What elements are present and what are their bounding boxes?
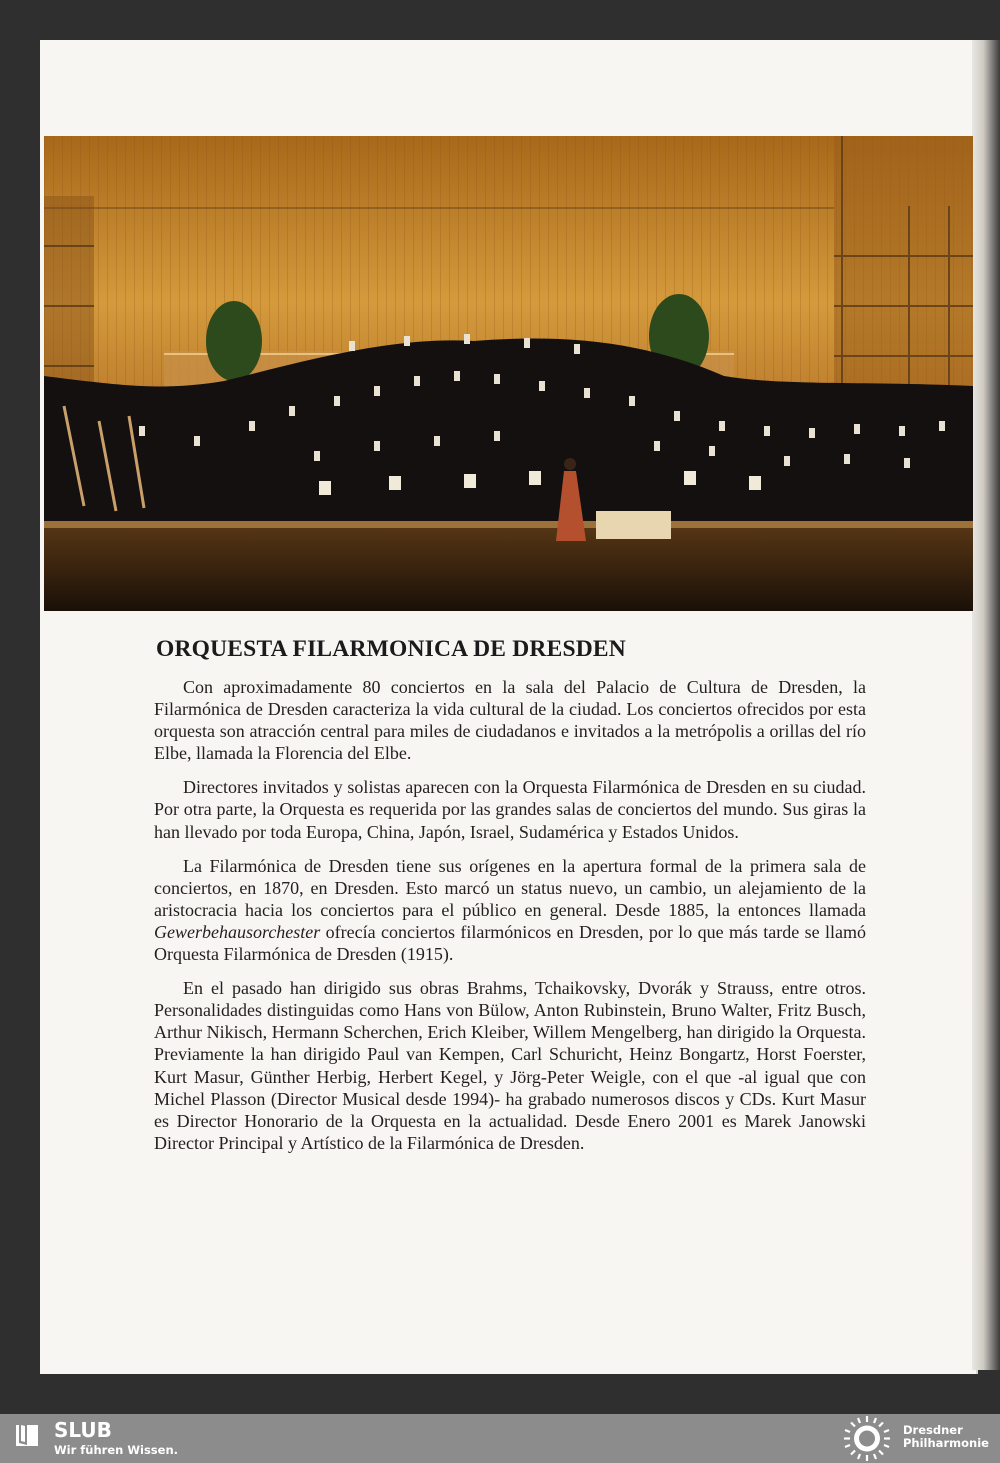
paragraph-3-end: ofrecía conciertos filarmónicos en Dresden, por lo que más tarde se llamó Orquesta Filarmónica de Dresden (1915).	[154, 921, 866, 965]
paragraph-1: Con aproximadamente 80 conciertos en la sala del Palacio de Cultura de Dresden, la Filarmónica de Dresden caracteriza la vida cultural de la ciudad. Los conciertos ofrecidos por esta orquesta son atracción central para miles de ciudadanos e invitados a la metrópolis a orillas del río Elbe, llamada la Florencia del Elbe.	[154, 677, 866, 764]
paragraph-4: En el pasado han dirigido sus obras Brahms, Tchaikovsky, Dvorák y Strauss, entre otros. Personalidades distinguidas como Hans von Bülow, Anton Rubinstein, Bruno Walter, Fritz Busch, Arthur Nikisch, Hermann Scherchen, Erich Kleiber, Willem Mengelberg, han dirigido la Orquesta. Previamente la han dirigido Paul van Kempen, Carl Schuricht, Heinz Bongartz, Horst Foerster, Kurt Masur, Günther Herbig, Herbert Kegel, y Jörg-Peter Weigle, con el que -al igual que con Michel Plasson (Director Musical desde 1994)- ha grabado numerosos discos y CDs. Kurt Masur es Director Honorario de la Orquesta en la actualidad. Desde Enero 2001 es Marek Janowski Director Principal y Artístico de la Filarmónica de Dresden.	[154, 978, 866, 1153]
paragraph-3	[154, 855, 866, 965]
library-name[interactable]: SLUB	[54, 1418, 112, 1442]
footer-bar	[0, 1414, 1000, 1463]
article-title: ORQUESTA FILARMONICA DE DRESDEN	[156, 636, 626, 662]
partner-name-line-2: Philharmonie	[903, 1436, 989, 1450]
paragraph-2: Directores invitados y solistas aparecen con la Orquesta Filarmónica de Dresden en su ciudad. Por otra parte, la Orquesta es requerida por las grandes salas de conciertos del mundo. Sus giras la han llevado por toda Europa, China, Japón, Israel, Sudamérica y Estados Unidos.	[154, 777, 866, 842]
paragraph-3-start: La Filarmónica de Dresden tiene sus orígenes en la apertura formal de la primera sala de conciertos, en 1870, en Dresden. Esto marcó un status nuevo, un cambio, un alejamiento de la aristocracia hacia los conciertos para el público en general. Desde 1885, la entonces llamada	[154, 855, 866, 920]
partner-name-line-1: Dresdner	[903, 1423, 963, 1437]
orchestra-former-name: Gewerbehausorchester	[154, 921, 321, 942]
philharmonie-sun-logo-icon	[841, 1415, 893, 1462]
orchestra-stage-illustration	[44, 136, 973, 611]
orchestra-photo	[44, 136, 973, 611]
partner-name[interactable]	[903, 1424, 998, 1450]
slub-book-icon	[13, 1421, 41, 1449]
article-body	[154, 676, 866, 1166]
library-tagline: Wir führen Wissen.	[54, 1443, 179, 1457]
page-edge	[972, 40, 1000, 1370]
